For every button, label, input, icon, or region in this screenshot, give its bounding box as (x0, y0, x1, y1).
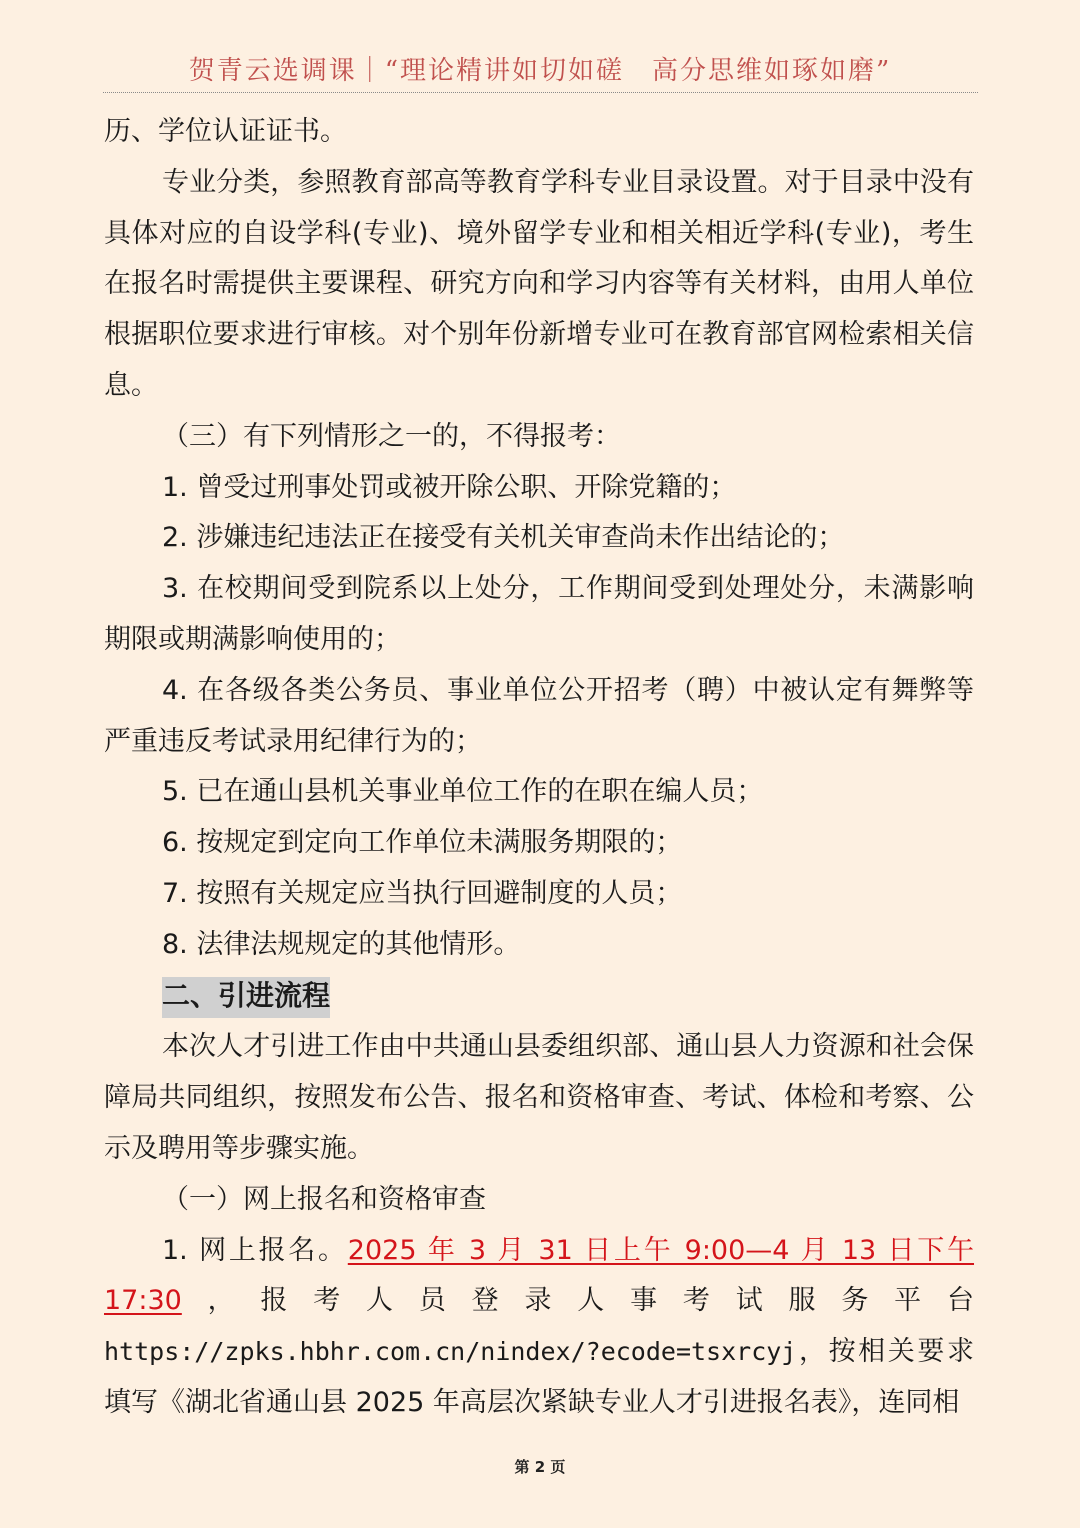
list-item: 7. 按照有关规定应当执行回避制度的人员； (162, 877, 683, 909)
header-divider (103, 92, 978, 93)
section-heading-process (104, 971, 974, 1023)
document-header: 贺青云选调课｜“理论精讲如切如磋 高分思维如琢如磨” (188, 56, 892, 86)
list-item: 5. 已在通山县机关事业单位工作的在职在编人员； (162, 776, 764, 808)
registration-period: 2025 年 3 月 31 日上午 9:00—4 月 13 日下午 17:30 (104, 1234, 975, 1317)
section-heading-process-text: 二、引进流程 (162, 977, 330, 1018)
section-heading-ineligible: （三）有下列情形之一的，不得报考： (162, 420, 621, 452)
paragraph-major-classification: 专业分类，参照教育部高等教育学科专业目录设置。对于目录中没有具体对应的自设学科(专业)、境外留学专业和相关相近学科(专业)，考生在报名时需提供主要课程、研究方向和学习内容等有关材料，由用人单位根据职位要求进行审核。对个别年份新增专业可在教育部官网检索相关信息。 (104, 166, 974, 401)
list-item: 3. 在校期间受到院系以上处分，工作期间受到处理处分，未满影响期限或期满影响使用的； (104, 573, 974, 655)
registration-label: 1. 网上报名。 (162, 1234, 348, 1266)
registration-url[interactable]: https://zpks.hbhr.com.cn/nindex/?ecode=tsxrcyj (104, 1337, 797, 1367)
list-item: 1. 曾受过刑事处罚或被开除公职、开除党籍的； (162, 471, 737, 503)
list-item: 4. 在各级各类公务员、事业单位公开招考（聘）中被认定有舞弊等严重违反考试录用纪律行为的； (104, 674, 974, 757)
document-body (104, 107, 974, 1429)
list-item: 8. 法律法规规定的其他情形。 (162, 928, 521, 960)
paragraph-process-intro: 本次人才引进工作由中共通山县委组织部、通山县人力资源和社会保障局共同组织，按照发布公告、报名和资格审查、考试、体检和考察、公示及聘用等步骤实施。 (104, 1031, 974, 1164)
page-number: 第 2 页 (514, 1458, 566, 1476)
registration-instructions: ，按相关要求填写《湖北省通山县 2025 年高层次紧缺专业人才引进报名表》，连同相 (104, 1336, 974, 1418)
subsection-heading-registration: （一）网上报名和资格审查 (162, 1183, 486, 1215)
registration-platform-text: ，报考人员登录人事考试服务平台 (181, 1285, 974, 1317)
paragraph-online-registration (104, 1226, 974, 1429)
paragraph-continuation: 历、学位认证证书。 (104, 116, 347, 147)
list-item: 6. 按规定到定向工作单位未满服务期限的； (162, 827, 683, 859)
list-item: 2. 涉嫌违纪违法正在接受有关机关审查尚未作出结论的； (162, 522, 845, 554)
